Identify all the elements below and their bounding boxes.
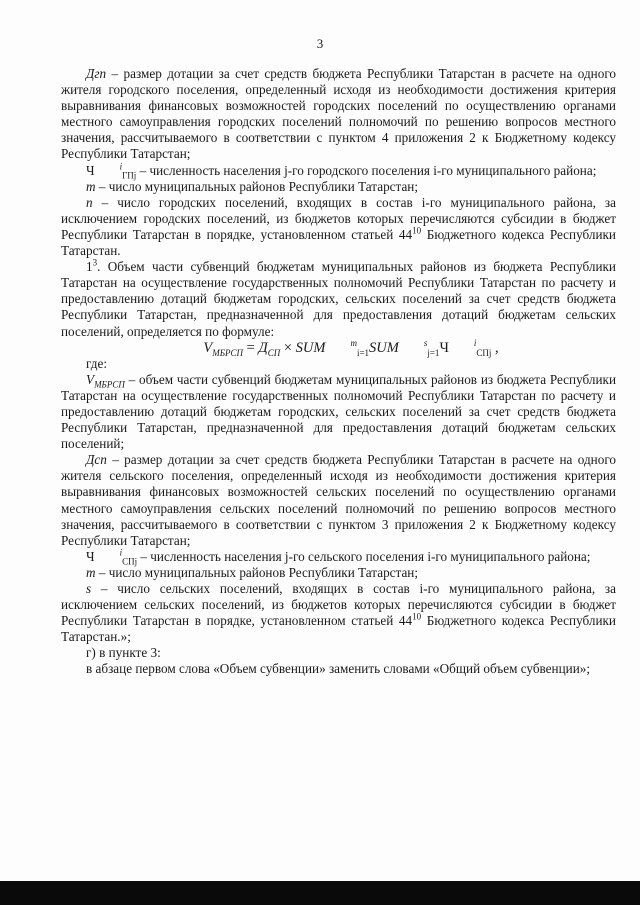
paragraph-chgp-text: – численность населения j-го городского поселения i-го муниципального района; [136,162,597,178]
paragraph-1-3 [61,259,616,339]
paragraph-m-2-text: – число муниципальных районов Республики Татарстан; [95,564,419,580]
paragraph-m-2 [61,565,616,581]
paragraph-where: где: [86,355,107,371]
paragraph-last: в абзаце первом слова «Объем субвенции» заменить словами «Общий объем субвенции»; [86,661,591,677]
formula-lhs-sub: МБРСП [212,347,244,358]
paragraph-v [61,372,616,452]
paragraph-m-1 [61,179,616,195]
article-sup-2: 10 [412,611,422,622]
paragraph-v-text: – объем части субвенций бюджетам муниципальных районов из бюджета Республики Татарстан на осуществление государственных полномочий Республики Татарстан по расчету и предоставлению дотаций бюджетам городских, сельских поселений за счет средств бюджета Республики Татарстан, предназначенной для предоставления дотаций бюджетам сельских поселений; [61,371,616,452]
paragraph-chgp [61,163,616,179]
symbol-chgp [86,161,137,181]
paragraph-chsp-text: – численность населения j-го сельского поселения i-го муниципального района; [137,548,591,564]
clause-number-sup: 3 [92,257,98,268]
symbol-chgp-sup: i [119,161,123,172]
formula-ch: Ч [439,339,449,356]
paragraph-dgp [61,66,616,163]
formula [61,337,616,358]
paragraph-m-1-text: – число муниципальных районов Республики Татарстан; [95,178,419,194]
paragraph-g: г) в пункте 3: [86,645,161,661]
symbol-m-1: m [86,178,96,194]
formula-times: × [280,339,296,356]
page-number: 3 [316,36,324,51]
paragraph-dgp-text: – размер дотации за счет средств бюджета Республики Татарстан в расчете на одного жителя городского поселения, определенный исходя из необходимости достижения критерия выравнивания финансовых возможностей городских поселений по осуществлению органами местного самоуправления городских поселений полномочий по решению вопросов местного значения, рассчитываемого в соответствии с пунктом 4 приложения 2 к Бюджетному кодексу Республики Татарстан; [61,66,616,162]
symbol-dsp: Дсп [86,452,107,468]
symbol-chgp-base: Ч [86,162,95,178]
formula-sum-2-sup: s [423,337,428,348]
symbol-s: s [86,581,92,596]
formula-ch-sub: СПj [476,347,492,358]
paragraph-n-text: – число городских поселений, входящих в состав i-го муниципального района, за исключением городских поселений, из бюджетов которых перечисляются субсидии в бюджет Республики Татарстан в порядке, установленном статьей 44 [61,194,616,242]
paragraph-chsp [61,549,616,565]
formula-sum-1-sup: m [350,337,357,348]
paragraph-n-tail: Бюджетного кодекса Республики Татарстан. [61,226,616,259]
paragraph-n [61,195,616,259]
formula-d: Д [258,339,268,356]
paragraph-s-tail: Бюджетного кодекса Республики Татарстан.»; [61,613,616,645]
formula-sum-1-indices [325,337,370,358]
symbol-chsp-sup: i [119,547,123,558]
symbol-dgp: Дгп [86,66,107,81]
formula-sum-2-sub: j=1 [427,347,440,358]
symbol-v-sub: МБРСП [94,379,125,390]
formula-lhs: V [203,339,213,356]
paragraph-dsp-text: – размер дотации за счет средств бюджета Республики Татарстан в расчете на одного жителя сельского поселения, определенный исходя из необходимости достижения критерия выравнивания финансовых возможностей сельских поселений по осуществлению органами местного самоуправления сельских поселений полномочий по решению вопросов местного значения, рассчитываемого в соответствии с пунктом 3 приложения 2 к Бюджетному кодексу Республики Татарстан; [61,452,616,548]
paragraph-dsp [61,452,616,549]
formula-end: , [491,339,499,356]
clause-number: 1 [86,259,93,275]
formula-eq: = [243,339,259,356]
formula-sum-1: SUM [295,339,326,356]
formula-ch-sup: i [473,337,477,348]
symbol-chsp [86,547,138,567]
formula-ch-indices [449,337,492,358]
symbol-chsp-base: Ч [86,548,95,564]
paragraph-1-3-text: . Объем части субвенций бюджетам муниципальных районов из бюджета Республики Татарстан на осуществление государственных полномочий Республики Татарстан по расчету и предоставлению дотаций бюджетам городских, сельских поселений за счет средств бюджета Республики Татарстан, предназначенной для предоставления дотаций бюджетам сельских поселений, определяется по формуле: [61,259,616,339]
document-body [61,66,616,678]
symbol-m-2: m [86,564,96,580]
symbol-n: n [86,194,93,210]
paragraph-s [61,581,616,645]
scan-bottom-edge [0,881,640,905]
symbol-chgp-sub: ГПj [122,170,137,181]
formula-d-sub: СП [267,347,281,358]
symbol-chgp-indices [95,163,137,179]
symbol-v: V [86,371,95,387]
paragraph-s-text: – число сельских поселений, входящих в состав i-го муниципального района, за исключением сельских поселений, из бюджетов которых перечисляются субсидии в бюджет Республики Татарстан в порядке, установленном статьей 44 [61,581,616,629]
formula-sum-2: SUM [369,339,399,356]
symbol-chsp-indices [95,549,138,565]
article-sup-1: 10 [412,225,422,236]
formula-sum-2-indices [399,337,440,358]
symbol-chsp-sub: СПj [122,556,138,567]
formula-sum-1-sub: i=1 [356,347,370,358]
